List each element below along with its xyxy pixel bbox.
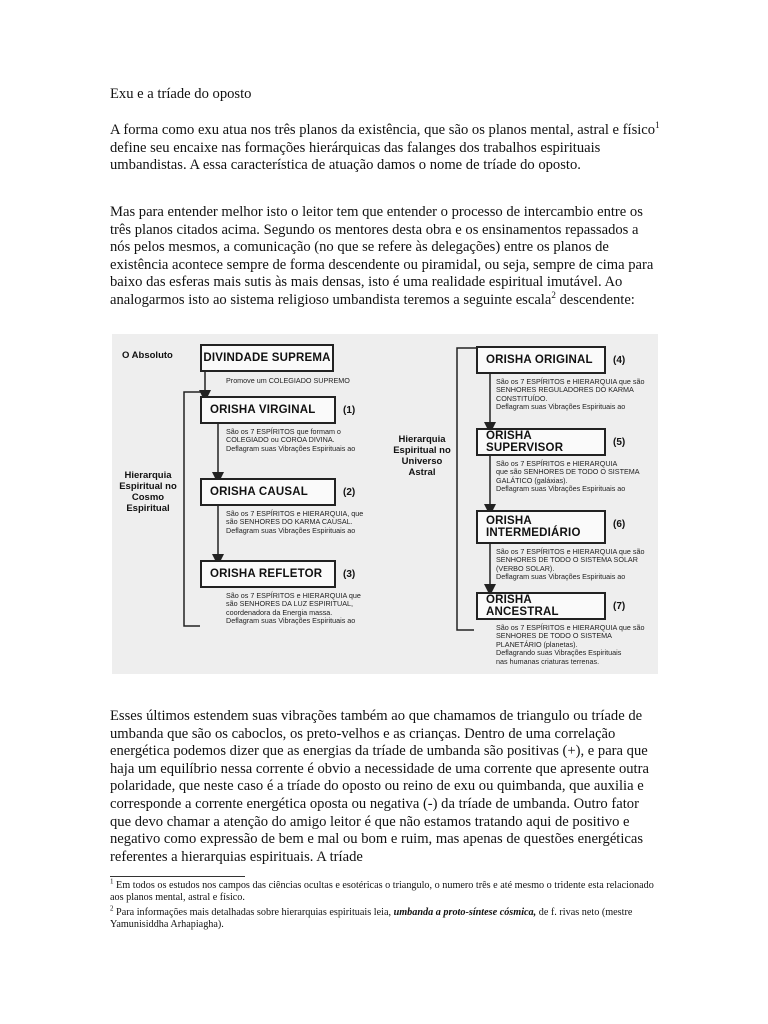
left-bracket [184,392,204,626]
box-orisha-supervisor: ORISHA SUPERVISOR [476,428,606,456]
desc-orisha-ancestral: São os 7 ESPÍRITOS e HIERARQUIA que são SENHORES DE TODO O SISTEMA PLANETÁRIO (planetas). Deflagrando suas Vibrações Espirituais nas humanas criaturas terrenas. [496,623,645,666]
desc-orisha-refletor: São os 7 ESPÍRITOS e HIERARQUIA que são SENHORES DA LUZ ESPIRITUAL, coordenadora da Energia massa. Deflagram suas Vibrações Espirituais ao [226,591,361,626]
number-3: (3) [343,569,356,580]
box-orisha-intermediario: ORISHA INTERMEDIÁRIO [476,510,606,544]
box-orisha-causal: ORISHA CAUSAL [200,478,336,506]
absolute-label: O Absoluto [122,350,173,361]
footnote-2 [110,904,662,932]
number-7: (7) [613,601,626,612]
footnote-ref-1[interactable]: 1 [655,120,660,131]
desc-orisha-intermediario: São os 7 ESPÍRITOS e HIERARQUIA que são SENHORES DE TODO O SISTEMA SOLAR (VERBO SOLAR). Deflagram suas Vibrações Espirituais ao [496,547,645,582]
number-1: (1) [343,405,356,416]
document-title: Exu e a tríade do oposto [110,86,252,102]
desc-orisha-virginal: São os 7 ESPÍRITOS que formam o COLEGIADO ou COROA DIVINA. Deflagram suas Vibrações Espirituais ao [226,427,356,453]
paragraph-1-text-a: A forma como exu atua nos três planos da existência, que são os planos mental, astral e físico [110,122,656,138]
footnote-separator [110,876,245,877]
footnote-2-mark: 2 [110,904,114,913]
number-2: (2) [343,487,356,498]
paragraph-1-text-b: define seu encaixe nas formações hierárquicas das falanges dos trabalhos espirituais umbandistas. A essa característica de atuação damos o nome de tríade do oposto. [110,139,601,174]
number-6: (6) [613,519,626,530]
hierarchy-diagram [112,334,658,674]
right-bracket [457,348,476,630]
box-orisha-refletor: ORISHA REFLETOR [200,560,336,588]
box-divindade-suprema: DIVINDADE SUPREMA [200,344,334,372]
left-side-label: Hierarquia Espiritual no Cosmo Espiritual [119,470,177,514]
desc-orisha-causal: São os 7 ESPÍRITOS e HIERARQUIA, que são SENHORES DO KARMA CAUSAL. Deflagram suas Vibrações Espirituais ao [226,509,364,535]
footnote-2-book-title: umbanda a proto-síntese cósmica, [393,907,537,918]
box-orisha-original: ORISHA ORIGINAL [476,346,606,374]
desc-orisha-original: São os 7 ESPÍRITOS e HIERARQUIA que são SENHORES REGULADORES DO KARMA CONSTITUÍDO. Deflagram suas Vibrações Espirituais ao [496,377,645,412]
number-5: (5) [613,437,626,448]
footnote-2-text-b: de f. rivas neto (mestre Yamunisiddha Arhapiagha). [110,907,633,931]
footnote-1-text: Em todos os estudos nos campos das ciências ocultas e esotéricas o triangulo, o numero três e até mesmo o tridente esta relacionado aos planos mental, astral e físico. [110,880,654,904]
box-orisha-ancestral: ORISHA ANCESTRAL [476,592,606,620]
box-orisha-virginal: ORISHA VIRGINAL [200,396,336,424]
number-4: (4) [613,355,626,366]
footnote-1 [110,877,662,905]
paragraph-2 [110,204,662,310]
right-side-label: Hierarquia Espiritual no Universo Astral [393,434,451,478]
paragraph-3: Esses últimos estendem suas vibrações também ao que chamamos de triangulo ou tríade de umbanda que são os caboclos, os preto-velhos e as crianças. Dentro de uma correlação energética podemos dizer que as energias da tríade de umbanda são positivas (+), e para que haja um equilíbrio nessa corrente é obvio a necessidade de uma corrente que apresente outra polaridade, que neste caso é a tríade do oposto ou reino de exu ou quimbanda, que auxilia e corresponde a corrente energética oposta ou negativa (-) da tríade de umbanda. Outro fator que devo chamar a atenção do amigo leitor é que não estamos tratando aqui de positivo e negativo como expressão de bem e mal ou bom e ruim, mas apenas de questões energéticas referentes a hierarquias espirituais. A tríade [110,708,649,865]
footnote-ref-2[interactable]: 2 [551,290,556,301]
paragraph-1 [110,122,662,175]
desc-orisha-supervisor: São os 7 ESPÍRITOS e HIERARQUIA que são SENHORES DE TODO O SISTEMA GALÁTICO (galáxias). Deflagram suas Vibrações Espirituais ao [496,459,640,494]
footnote-2-text-a: Para informações mais detalhadas sobre hierarquias espirituais leia, [113,907,394,918]
paragraph-2-text-b: descendente: [555,291,635,308]
desc-divindade-suprema: Promove um COLEGIADO SUPREMO [226,376,350,385]
paragraph-2-text-a: Mas para entender melhor isto o leitor tem que entender o processo de intercambio entre os três planos citados acima. Segundo os mentores desta obra e os ensinamentos repassados a nós pelos mesmos, a comunicação (no que se refere às delegações) entre os planos de existência acontece sempre de forma descendente ou piramidal, ou seja, sempre de cima para baixo das esferas mais sutis às mais densas, isto é uma realidade espiritual imutável. Ao analogarmos isto ao sistema religioso umbandista teremos a seguinte escala [110,204,654,308]
footnote-1-mark: 1 [110,877,114,886]
